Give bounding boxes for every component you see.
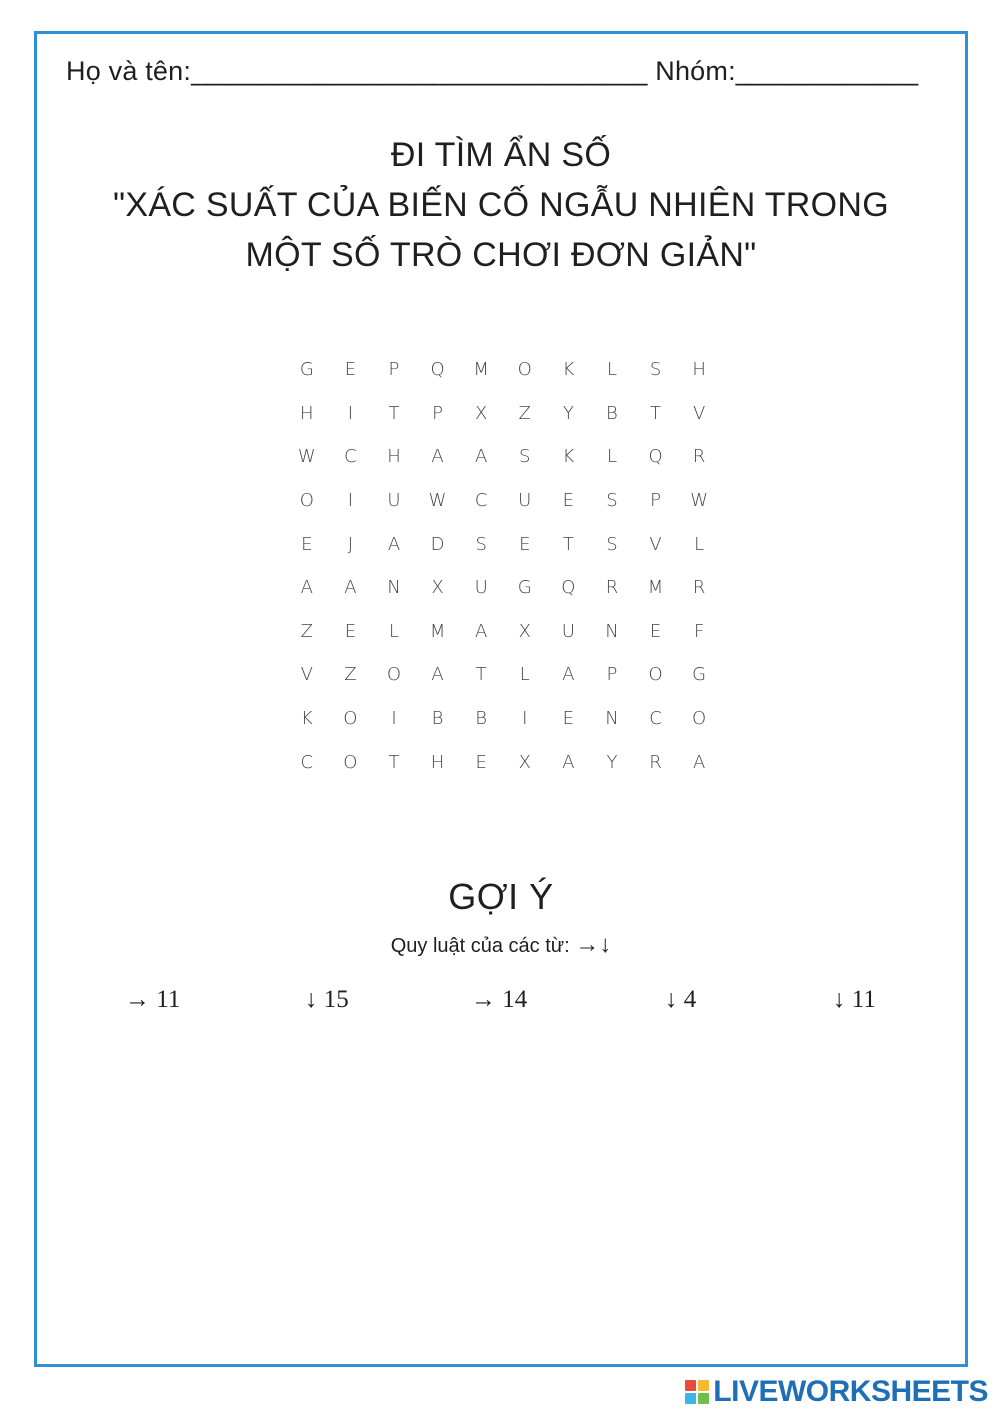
grid-letter-cell[interactable]: O bbox=[386, 664, 402, 686]
grid-letter-cell[interactable]: A bbox=[475, 620, 488, 642]
grid-letter-cell[interactable]: N bbox=[605, 620, 619, 642]
grid-letter-cell[interactable]: S bbox=[606, 490, 618, 512]
grid-letter-cell[interactable]: O bbox=[299, 490, 314, 512]
grid-letter-cell[interactable]: E bbox=[562, 708, 575, 730]
worksheet-title bbox=[37, 130, 965, 280]
grid-letter-cell[interactable]: V bbox=[649, 533, 662, 555]
grid-letter-cell[interactable]: P bbox=[388, 359, 400, 381]
logo-square bbox=[698, 1393, 709, 1404]
grid-letter-cell[interactable]: G bbox=[299, 359, 314, 381]
grid-letter-cell[interactable]: L bbox=[519, 664, 530, 686]
grid-row bbox=[285, 653, 721, 697]
grid-letter-cell[interactable]: L bbox=[694, 533, 705, 555]
grid-row bbox=[285, 435, 721, 479]
grid-letter-cell[interactable]: A bbox=[431, 446, 444, 468]
grid-letter-cell[interactable]: F bbox=[693, 620, 705, 642]
grid-letter-cell[interactable]: K bbox=[562, 446, 575, 468]
grid-letter-cell[interactable]: T bbox=[650, 402, 662, 424]
grid-letter-cell[interactable]: V bbox=[692, 402, 706, 424]
grid-letter-cell[interactable]: E bbox=[519, 533, 531, 555]
grid-letter-cell[interactable]: N bbox=[387, 577, 401, 599]
grid-letter-cell[interactable]: Z bbox=[344, 664, 357, 686]
grid-letter-cell[interactable]: T bbox=[562, 533, 574, 555]
rule-label: Quy luật của các từ: bbox=[390, 935, 570, 957]
grid-letter-cell[interactable]: R bbox=[692, 577, 706, 599]
grid-letter-cell[interactable]: K bbox=[562, 359, 575, 381]
student-info-line bbox=[66, 56, 918, 87]
grid-letter-cell[interactable]: H bbox=[692, 359, 706, 381]
grid-row bbox=[285, 610, 721, 654]
grid-letter-cell[interactable]: Z bbox=[300, 620, 313, 642]
grid-letter-cell[interactable]: Q bbox=[561, 577, 576, 599]
grid-letter-cell[interactable]: X bbox=[475, 402, 488, 424]
grid-letter-cell[interactable]: E bbox=[344, 359, 357, 381]
grid-letter-cell[interactable]: Y bbox=[606, 751, 618, 773]
grid-letter-cell[interactable]: A bbox=[562, 664, 575, 686]
grid-letter-cell[interactable]: S bbox=[475, 533, 487, 555]
grid-letter-cell[interactable]: L bbox=[606, 359, 617, 381]
grid-letter-cell[interactable]: S bbox=[519, 446, 531, 468]
grid-letter-cell[interactable]: C bbox=[344, 446, 357, 468]
grid-letter-cell[interactable]: B bbox=[606, 402, 618, 424]
grid-letter-cell[interactable]: W bbox=[428, 490, 447, 512]
grid-letter-cell[interactable]: S bbox=[649, 359, 662, 381]
clue-5: ↓ 11 bbox=[833, 986, 876, 1013]
grid-letter-cell[interactable]: B bbox=[431, 708, 444, 730]
grid-letter-cell[interactable]: Z bbox=[518, 402, 531, 424]
grid-letter-cell[interactable]: C bbox=[300, 751, 314, 773]
grid-letter-cell[interactable]: X bbox=[518, 751, 531, 773]
grid-letter-cell[interactable]: U bbox=[561, 620, 575, 642]
grid-letter-cell[interactable]: I bbox=[522, 708, 528, 730]
grid-letter-cell[interactable]: P bbox=[650, 490, 661, 512]
logo-square bbox=[685, 1380, 696, 1391]
grid-letter-cell[interactable]: D bbox=[430, 533, 445, 555]
grid-row bbox=[285, 479, 721, 523]
grid-letter-cell[interactable]: A bbox=[344, 577, 357, 599]
clue-4: ↓ 4 bbox=[665, 986, 697, 1013]
grid-letter-cell[interactable]: H bbox=[430, 751, 445, 773]
grid-letter-cell[interactable]: O bbox=[343, 708, 358, 730]
grid-letter-cell[interactable]: P bbox=[606, 664, 618, 686]
grid-letter-cell[interactable]: I bbox=[347, 490, 354, 512]
liveworksheets-watermark bbox=[685, 1374, 988, 1410]
grid-letter-cell[interactable]: T bbox=[475, 664, 487, 686]
grid-row bbox=[285, 348, 721, 392]
grid-letter-cell[interactable]: M bbox=[429, 620, 446, 642]
grid-letter-cell[interactable]: Q bbox=[648, 446, 663, 468]
grid-letter-cell[interactable]: E bbox=[649, 620, 662, 642]
grid-letter-cell[interactable]: L bbox=[388, 620, 399, 642]
grid-row bbox=[285, 392, 721, 436]
grid-letter-cell[interactable]: O bbox=[692, 708, 707, 730]
grid-letter-cell[interactable]: U bbox=[518, 490, 532, 512]
grid-letter-cell[interactable]: A bbox=[475, 446, 488, 468]
grid-letter-cell[interactable]: I bbox=[347, 402, 354, 424]
grid-letter-cell[interactable]: B bbox=[475, 708, 488, 730]
grid-letter-cell[interactable]: X bbox=[431, 577, 444, 599]
grid-letter-cell[interactable]: S bbox=[606, 533, 618, 555]
grid-letter-cell[interactable]: K bbox=[300, 708, 313, 730]
grid-letter-cell[interactable]: A bbox=[431, 664, 444, 686]
name-blank[interactable]: ______________________________ bbox=[191, 56, 648, 86]
grid-letter-cell[interactable]: N bbox=[605, 708, 619, 730]
grid-letter-cell[interactable]: T bbox=[388, 402, 400, 424]
grid-letter-cell[interactable]: G bbox=[517, 577, 532, 599]
grid-letter-cell[interactable]: I bbox=[391, 708, 397, 730]
title-line-2: "XÁC SUẤT CỦA BIẾN CỐ NGẪU NHIÊN TRONG bbox=[112, 186, 889, 224]
grid-row bbox=[285, 566, 721, 610]
worksheet-frame bbox=[34, 31, 968, 1367]
grid-letter-cell[interactable]: X bbox=[518, 620, 531, 642]
grid-letter-cell[interactable]: R bbox=[692, 446, 706, 468]
grid-letter-cell[interactable]: E bbox=[301, 533, 313, 555]
watermark-text: LIVEWORKSHEETS bbox=[713, 1375, 988, 1408]
grid-letter-cell[interactable]: Q bbox=[430, 359, 445, 381]
grid-letter-cell[interactable]: O bbox=[517, 359, 532, 381]
logo-square bbox=[685, 1393, 696, 1404]
grid-letter-cell[interactable]: V bbox=[300, 664, 313, 686]
clue-2: ↓ 15 bbox=[305, 986, 349, 1013]
grid-letter-cell[interactable]: U bbox=[387, 490, 401, 512]
grid-letter-cell[interactable]: Y bbox=[562, 402, 574, 424]
grid-letter-cell[interactable]: A bbox=[562, 751, 575, 773]
grid-letter-cell[interactable]: U bbox=[474, 577, 488, 599]
logo-square bbox=[698, 1380, 709, 1391]
group-blank[interactable]: ____________ bbox=[735, 56, 919, 86]
grid-letter-cell[interactable]: O bbox=[648, 664, 663, 686]
grid-letter-cell[interactable]: W bbox=[690, 490, 709, 512]
grid-letter-cell[interactable]: R bbox=[649, 751, 662, 773]
grid-letter-cell[interactable]: O bbox=[343, 751, 358, 773]
grid-letter-cell[interactable]: M bbox=[473, 359, 489, 381]
rule-line bbox=[37, 931, 965, 959]
clue-3: → 14 bbox=[471, 986, 528, 1013]
rule-arrows: →↓ bbox=[575, 931, 612, 958]
grid-letter-cell[interactable]: E bbox=[562, 490, 575, 512]
grid-letter-cell[interactable]: E bbox=[475, 751, 487, 773]
grid-letter-cell[interactable]: L bbox=[606, 446, 617, 468]
name-label: Họ và tên: bbox=[66, 56, 192, 86]
grid-letter-cell[interactable]: R bbox=[605, 577, 619, 599]
grid-letter-cell[interactable]: E bbox=[344, 620, 357, 642]
grid-letter-cell[interactable]: H bbox=[387, 446, 401, 468]
grid-row bbox=[285, 697, 721, 741]
grid-letter-cell[interactable]: A bbox=[300, 577, 313, 599]
grid-letter-cell[interactable]: P bbox=[432, 402, 443, 424]
liveworksheets-logo-icon bbox=[685, 1380, 709, 1404]
grid-letter-cell[interactable]: G bbox=[692, 664, 707, 686]
clue-1: → 11 bbox=[125, 986, 181, 1013]
title-line-1: ĐI TÌM ẨN SỐ bbox=[390, 136, 612, 174]
grid-letter-cell[interactable]: W bbox=[297, 446, 316, 468]
hint-heading: GỢI Ý bbox=[448, 876, 554, 917]
grid-letter-cell[interactable]: M bbox=[647, 577, 664, 599]
title-line-3: MỘT SỐ TRÒ CHƠI ĐƠN GIẢN" bbox=[245, 236, 757, 274]
word-search-grid[interactable] bbox=[285, 348, 721, 784]
grid-letter-cell[interactable]: T bbox=[388, 751, 400, 773]
grid-letter-cell[interactable]: A bbox=[387, 533, 401, 555]
grid-letter-cell[interactable]: J bbox=[347, 533, 354, 555]
grid-row bbox=[285, 740, 721, 784]
grid-letter-cell[interactable]: H bbox=[300, 402, 314, 424]
grid-letter-cell[interactable]: A bbox=[692, 751, 706, 773]
grid-letter-cell[interactable]: C bbox=[649, 708, 662, 730]
group-label: Nhóm: bbox=[655, 56, 736, 86]
grid-row bbox=[285, 522, 721, 566]
grid-letter-cell[interactable]: C bbox=[474, 490, 488, 512]
